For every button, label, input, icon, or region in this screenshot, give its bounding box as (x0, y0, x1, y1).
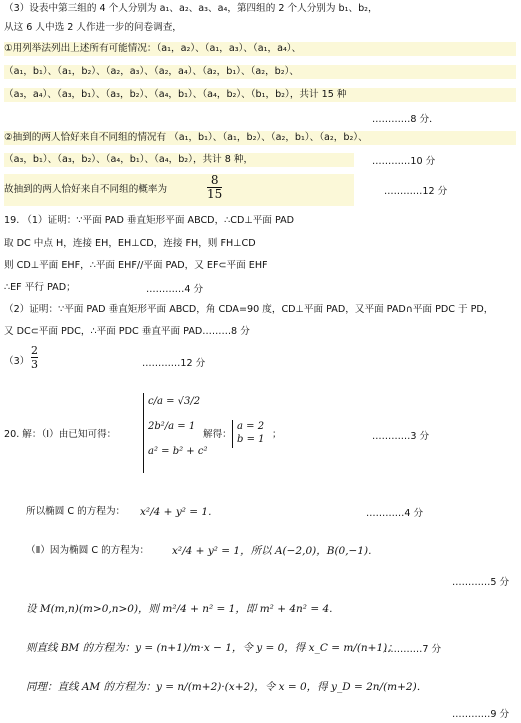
q20-system-eq3: a² = b² + c² (148, 446, 208, 457)
q20-label: 20. 解：（Ⅰ）由已知可得： (4, 429, 117, 440)
enumeration-score: …………8 分． (372, 114, 439, 125)
q19-line5: （2）证明：∵平面 PAD 垂直矩形平面 ABCD，角 CDA=90 度，CD⊥平面 PAD，又平面 PAD∩平面 PDC 于 PD， (4, 304, 494, 315)
enumeration-line1: ①用列举法列出上述所有可能情况：（a₁，a₂）、（a₁，a₃）、（a₁，a₄）、 (4, 42, 516, 56)
q19-line6: 又 DC⊂平面 PDC，∴平面 PDC 垂直平面 PAD………8 分 (4, 326, 250, 337)
q20-score5: …………5 分 (452, 577, 510, 588)
q19-part3-denominator: 3 (31, 358, 38, 371)
probability-fraction (207, 174, 222, 201)
q20-bm-line: 则直线 BM 的方程为：y = (n+1)/m·x − 1，令 y = 0，得 x_C = m/(n+1)； (26, 642, 398, 654)
q19-part3-label: （3） (4, 356, 30, 367)
q19-part3-numerator: 2 (31, 344, 38, 357)
probability-numerator: 8 (210, 173, 219, 187)
q20-ellipse-text: 所以椭圆 C 的方程为： (26, 506, 126, 517)
enumeration-line3: （a₃，a₄）、（a₃，b₁）、（a₃，b₂）、（a₄，b₁）、（a₄，b₂）、（b₁，b₂），共计 15 种 (4, 88, 516, 102)
part3-intro-line2: 从这 6 人中选 2 人作进一步的问卷调查， (4, 22, 182, 33)
q20-system-eq2: 2b²/a = 1 (148, 421, 196, 432)
q20-score4: …………4 分 (366, 508, 424, 519)
probability-text: 故抽到的两人恰好来自不同组的概率为 (4, 184, 168, 195)
q20-am-line: 同理：直线 AM 的方程为：y = n/(m+2)·(x+2)，令 x = 0，得 y_D = 2n/(m+2)． (26, 681, 428, 693)
enumeration-line2: （a₁，b₁）、（a₁，b₂）、（a₂，a₃）、（a₂，a₄）、（a₂，b₁）、（a₂，b₂）、 (4, 65, 516, 79)
q20-solution-end: ； (272, 429, 282, 440)
different-groups-line2: （a₃，b₁）、（a₃，b₂）、（a₄，b₁）、（a₄，b₂），共计 8 种， (4, 153, 354, 167)
part3-intro-line1: （3）设表中第三组的 4 个人分别为 a₁、a₂、a₃、a₄，第四组的 2 个人分别为 b₁、b₂， (4, 3, 378, 14)
q19-line1: 19. （1）证明：∵平面 PAD 垂直矩形平面 ABCD，∴CD⊥平面 PAD (4, 215, 295, 226)
probability-line (4, 174, 354, 206)
q19-line4: ∴EF 平行 PAD； (4, 282, 76, 293)
q20-set-m: 设 M(m,n)(m>0,n>0)，则 m²/4 + n² = 1，即 m² + 4n² = 4. (26, 603, 333, 615)
q20-given-system (143, 393, 207, 473)
different-groups-score: …………10 分 (372, 156, 436, 167)
q20-system-eq1: c/a = √3/2 (148, 396, 201, 407)
q20-solution-a: a = 2 (237, 421, 265, 432)
q20-ellipse-equation: x²/4 + y² = 1. (140, 506, 212, 518)
q19-line2: 取 DC 中点 H，连接 EH，EH⊥CD，连接 FH，则 FH⊥CD (4, 238, 256, 249)
q20-part2-text: （Ⅱ）因为椭圆 C 的方程为： (26, 545, 150, 556)
q20-score9: …………9 分 (452, 709, 510, 720)
q19-part3-fraction (31, 344, 38, 371)
probability-denominator: 15 (207, 187, 223, 201)
q20-part2-equation: x²/4 + y² = 1，所以 A(−2,0)，B(0,−1). (172, 545, 372, 557)
q19-line3: 则 CD⊥平面 EHF，∴平面 EHF//平面 PAD，又 EF⊂平面 EHF (4, 260, 268, 271)
q20-score3: …………3 分 (372, 431, 430, 442)
probability-score: …………12 分 (384, 186, 448, 197)
q20-solve-label: 解得： (203, 429, 232, 440)
q20-score7: …………7 分 (384, 644, 442, 655)
q19-part3-score: …………12 分 (142, 358, 206, 369)
different-groups-line1: ②抽到的两人恰好来自不同组的情况有 （a₁，b₁）、（a₁，b₂）、（a₂，b₁）、（a₂，b₂）、 (4, 131, 516, 145)
q20-solution-system (232, 420, 265, 448)
q20-solution-b: b = 1 (237, 434, 265, 445)
q19-line4-score: …………4 分 (146, 284, 204, 295)
